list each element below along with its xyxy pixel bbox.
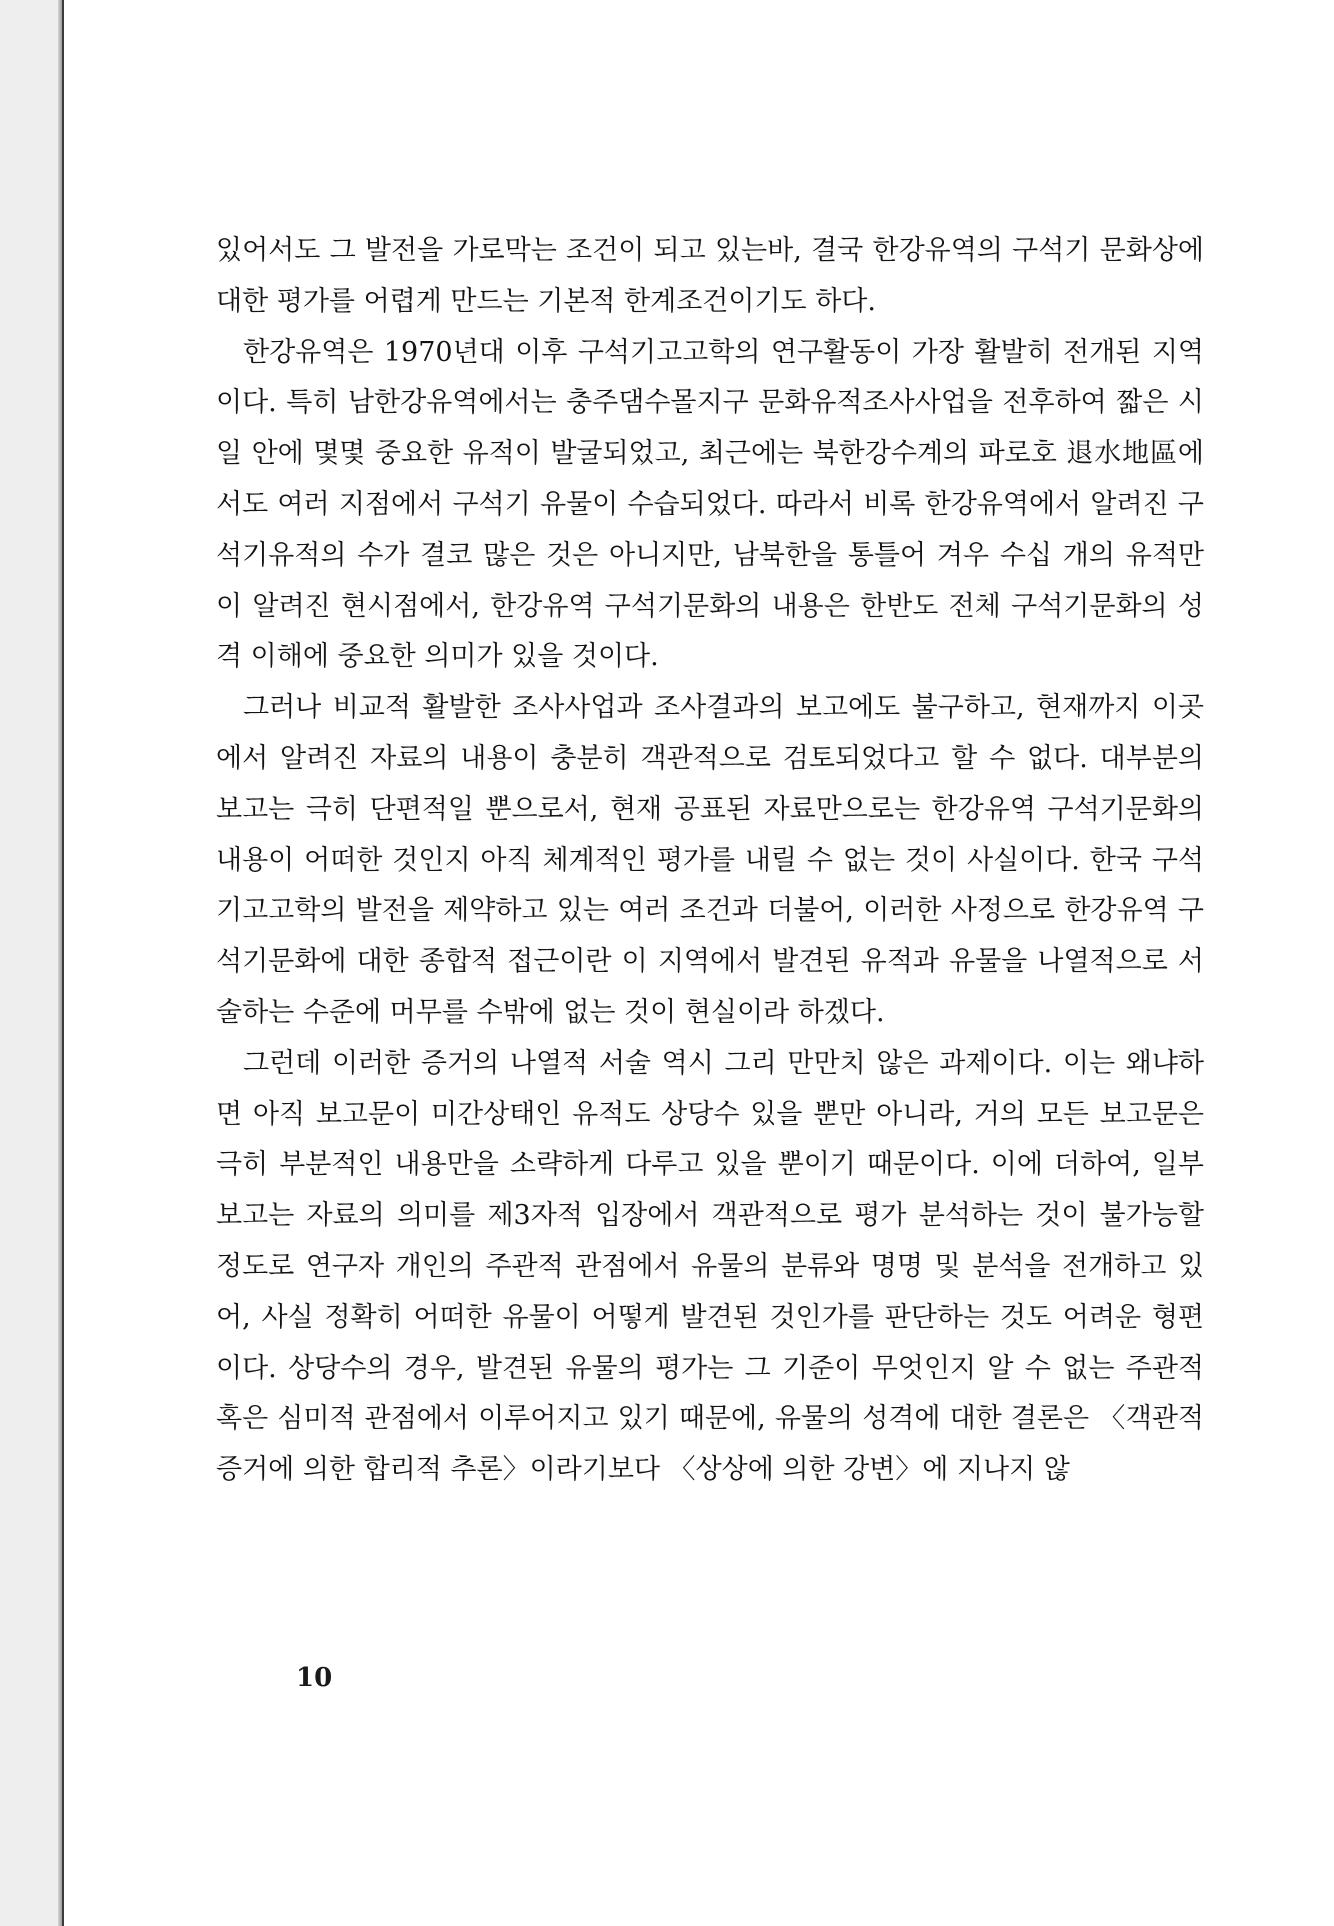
paragraph: 그러나 비교적 활발한 조사사업과 조사결과의 보고에도 불구하고, 현재까지 이곳에서 알려진 자료의 내용이 충분히 객관적으로 검토되었다고 할 수 없다. 대부분의 보고는 극히 단편적일 뿐으로서, 현재 공표된 자료만으로는 한강유역 구석기문화의 내용이 어떠한 것인지 아직 체계적인 평가를 내릴 수 없는 것이 사실이다. 한국 구석기고고학의 발전을 제약하고 있는 여러 조건과 더불어, 이러한 사정으로 한강유역 구석기문화에 대한 종합적 접근이란 이 지역에서 발견된 유적과 유물을 나열적으로 서술하는 수준에 머무를 수밖에 없는 것이 현실이라 하겠다. bbox=[216, 692, 1204, 1028]
body-text bbox=[216, 226, 1204, 1496]
page-number: 10 bbox=[296, 1663, 333, 1693]
paragraph: 그런데 이러한 증거의 나열적 서술 역시 그리 만만치 않은 과제이다. 이는 왜냐하면 아직 보고문이 미간상태인 유적도 상당수 있을 뿐만 아니라, 거의 모든 보고문은 극히 부분적인 내용만을 소략하게 다루고 있을 뿐이기 때문이다. 이에 더하여, 일부 보고는 자료의 의미를 제3자적 입장에서 객관적으로 평가 분석하는 것이 불가능할 정도로 연구자 개인의 주관적 관점에서 유물의 분류와 명명 및 분석을 전개하고 있어, 사실 정확히 어떠한 유물이 어떻게 발견된 것인가를 판단하는 것도 어려운 형편이다. 상당수의 경우, 발견된 유물의 평가는 그 기준이 무엇인지 알 수 없는 주관적 혹은 심미적 관점에서 이루어지고 있기 때문에, 유물의 성격에 대한 결론은 〈객관적 증거에 의한 합리적 추론〉이라기보다 〈상상에 의한 강변〉에 지나지 않 bbox=[216, 1047, 1204, 1486]
paragraph: 한강유역은 1970년대 이후 구석기고고학의 연구활동이 가장 활발히 전개된 지역이다. 특히 남한강유역에서는 충주댐수몰지구 문화유적조사사업을 전후하여 짧은 시일 안에 몇몇 중요한 유적이 발굴되었고, 최근에는 북한강수계의 파로호 退水地區에서도 여러 지점에서 구석기 유물이 수습되었다. 따라서 비록 한강유역에서 알려진 구석기유적의 수가 결코 많은 것은 아니지만, 남북한을 통틀어 겨우 수십 개의 유적만이 알려진 현시점에서, 한강유역 구석기문화의 내용은 한반도 전체 구석기문화의 성격 이해에 중요한 의미가 있을 것이다. bbox=[216, 336, 1204, 673]
paragraph-continuation: 있어서도 그 발전을 가로막는 조건이 되고 있는바, 결국 한강유역의 구석기 문화상에 대한 평가를 어렵게 만드는 기본적 한계조건이기도 하다. bbox=[216, 235, 1204, 317]
